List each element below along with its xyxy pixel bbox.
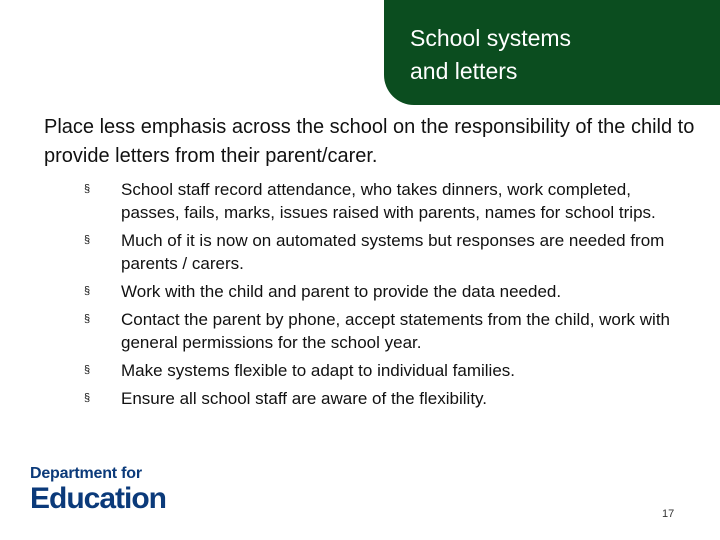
slide-title-box — [384, 0, 720, 105]
intro-text: Place less emphasis across the school on the responsibility of the child to provide letters from their parent/carer. — [44, 116, 695, 167]
bullet-text: Work with the child and parent to provide the data needed. — [121, 282, 562, 301]
bullet-text: Much of it is now on automated systems but responses are needed from parents / carers. — [121, 231, 665, 273]
bullet-text: Make systems flexible to adapt to individual families. — [121, 361, 516, 380]
bullet-item — [84, 178, 684, 224]
bullet-item — [84, 359, 684, 382]
bullet-square-icon: § — [84, 285, 91, 297]
bullet-text: Ensure all school staff are aware of the flexibility. — [121, 389, 487, 408]
bullet-item — [84, 280, 684, 303]
bullet-square-icon: § — [84, 392, 91, 404]
department-for-education-logo — [30, 465, 166, 515]
bullet-item — [84, 229, 684, 275]
bullet-list — [84, 178, 684, 415]
logo-line-2: Education — [30, 482, 167, 515]
bullet-square-icon: § — [84, 234, 91, 246]
bullet-square-icon: § — [84, 313, 91, 325]
bullet-text: School staff record attendance, who takes dinners, work completed, passes, fails, marks, issues raised with parents, names for school trips. — [121, 180, 656, 222]
bullet-item — [84, 387, 684, 410]
bullet-text: Contact the parent by phone, accept statements from the child, work with general permissions for the school year. — [121, 310, 671, 352]
bullet-square-icon: § — [84, 364, 91, 376]
slide-title-line-2: and letters — [410, 58, 518, 84]
page-number: 17 — [662, 508, 675, 520]
logo-line-1: Department for — [30, 465, 142, 482]
bullet-item — [84, 308, 684, 354]
bullet-square-icon: § — [84, 183, 91, 195]
slide-title-line-1: School systems — [410, 25, 572, 51]
